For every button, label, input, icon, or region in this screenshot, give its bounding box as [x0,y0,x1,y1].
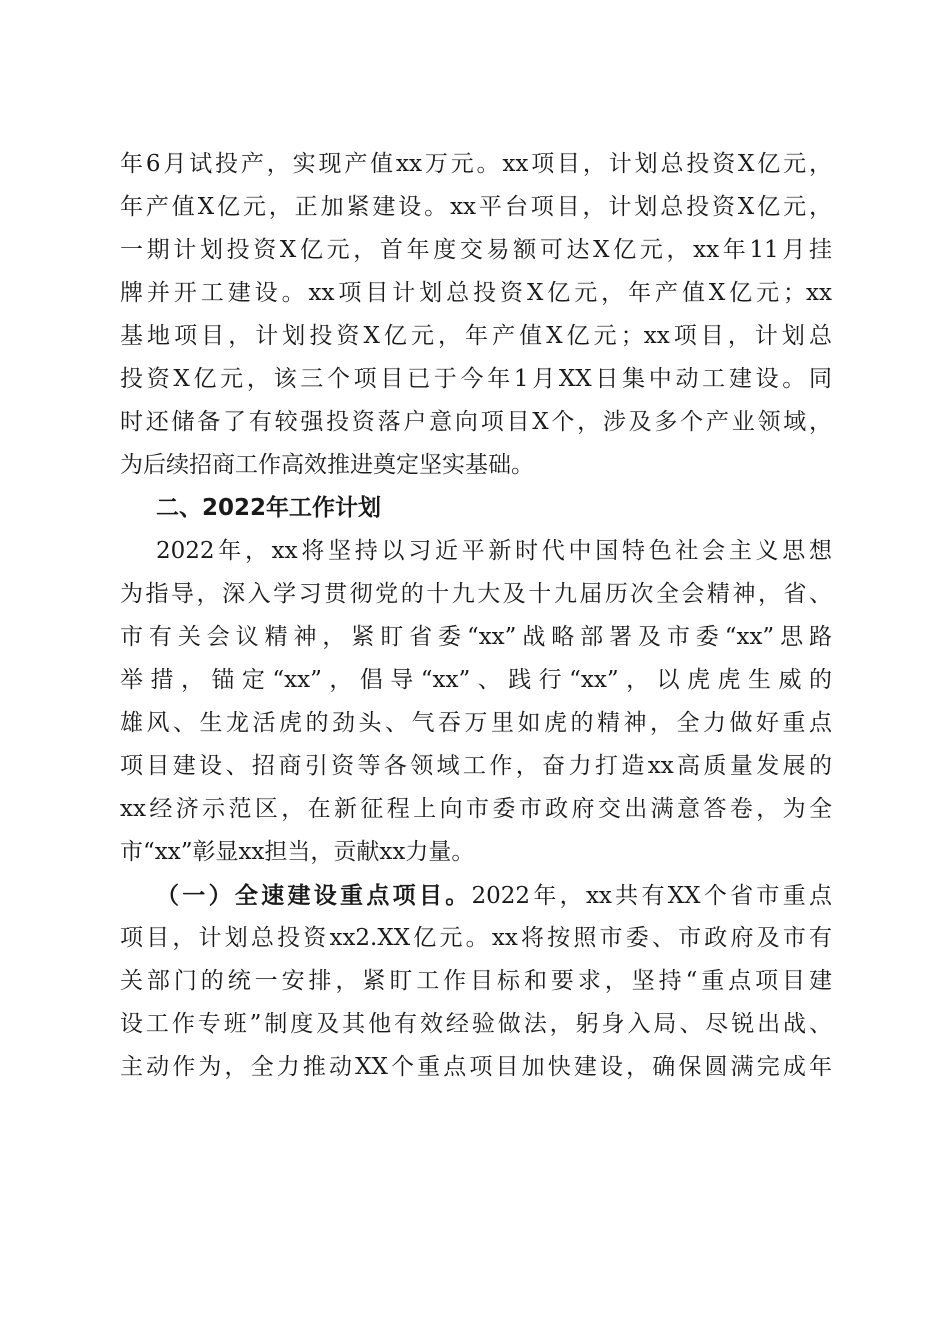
text-line: 举措，锚定“xx”，倡导“xx”、践行“xx”，以虎虎生威的 [120,667,832,693]
text-line: 一期计划投资X亿元，首年度交易额可达X亿元，xx年11月挂 [120,237,832,263]
text-line: 市有关会议精神，紧盯省委“xx”战略部署及市委“xx”思路 [120,624,832,650]
text-line: 为指导，深入学习贯彻党的十九大及十九届历次全会精神，省、 [120,581,832,607]
text-line: 年6月试投产，实现产值xx万元。xx项目，计划总投资X亿元， [120,151,832,177]
text-line: 为后续招商工作高效推进奠定坚实基础。 [120,452,534,478]
subsection-title: （一）全速建设重点项目。 [156,882,472,909]
text-line: 雄风、生龙活虎的劲头、气吞万里如虎的精神，全力做好重点 [120,710,832,736]
section-paragraph [120,530,832,874]
paragraph-continued [120,143,832,487]
document-body [120,143,832,1089]
text-line: 项目建设、招商引资等各领域工作，奋力打造xx高质量发展的 [120,753,832,779]
text-line: 市“xx”彰显xx担当，贡献xx力量。 [120,839,475,865]
subsection-paragraph [120,874,832,1089]
text-line: 设工作专班”制度及其他有效经验做法，躬身入局、尽锐出战、 [120,1011,832,1037]
text-line: 基地项目，计划投资X亿元，年产值X亿元；xx项目，计划总 [120,323,832,349]
text-line [120,874,832,917]
subsection-first-line: 2022年，xx共有XX个省市重点 [471,883,832,909]
text-line: xx经济示范区，在新征程上向市委市政府交出满意答卷，为全 [120,796,832,822]
text-line: 主动作为，全力推动XX个重点项目加快建设，确保圆满完成年 [120,1054,832,1080]
text-line: 牌并开工建设。xx项目计划总投资X亿元，年产值X亿元；xx [120,280,832,306]
text-line: 年产值X亿元，正加紧建设。xx平台项目，计划总投资X亿元， [120,194,832,220]
text-line: 时还储备了有较强投资落户意向项目X个，涉及多个产业领域， [120,409,832,435]
section-heading: 二、2022年工作计划 [156,495,382,521]
text-line: 投资X亿元，该三个项目已于今年1月XX日集中动工建设。同 [120,366,832,392]
text-line: 项目，计划总投资xx2.XX亿元。xx将按照市委、市政府及市有 [120,925,832,951]
text-line: 关部门的统一安排，紧盯工作目标和要求，坚持“重点项目建 [120,968,832,994]
text-line: 2022年，xx将坚持以习近平新时代中国特色社会主义思想 [156,538,832,564]
